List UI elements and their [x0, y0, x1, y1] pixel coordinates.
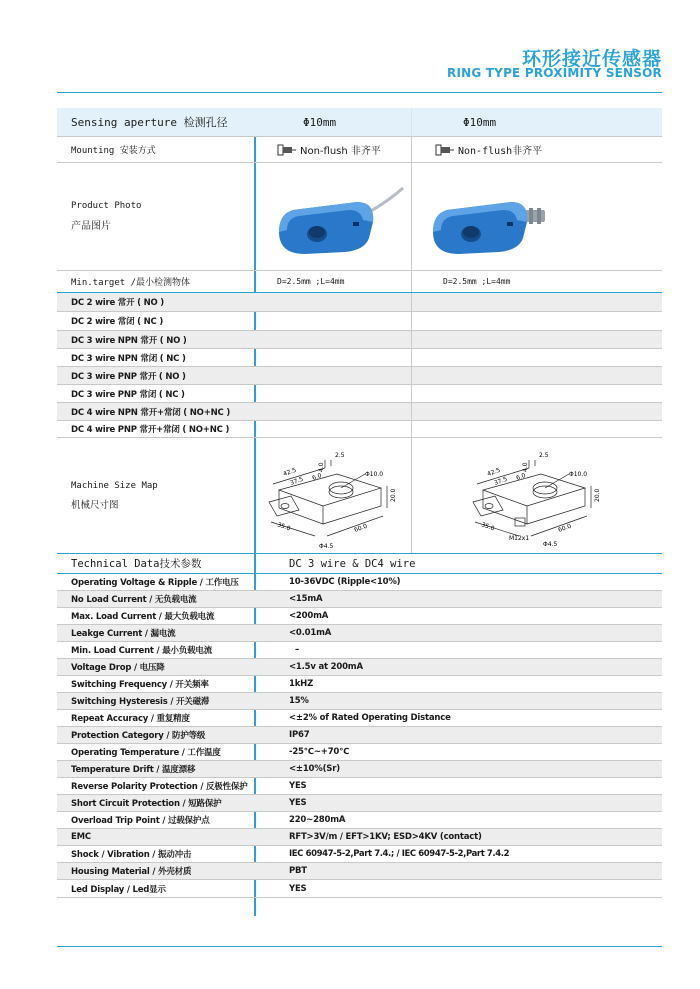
- wiring-row: [57, 349, 662, 367]
- spec-label: Repeat Accuracy / 重复精度: [71, 714, 190, 724]
- dim-length: 35.0: [480, 520, 496, 532]
- mounting-value-1: [255, 137, 412, 162]
- spec-value: <±2% of Rated Operating Distance: [289, 713, 451, 723]
- wiring-row: [57, 293, 662, 312]
- min-target-label: Min.target /最小检测物体: [71, 278, 191, 288]
- mounting-label: Mounting 安装方式: [71, 146, 156, 156]
- wiring-label: DC 3 wire PNP 常闭 ( NC ): [71, 389, 185, 400]
- product-photo-label-cn: 产品图片: [71, 221, 111, 232]
- size-map-label-en: Machine Size Map: [71, 480, 158, 491]
- spec-row: [57, 846, 662, 863]
- wiring-label: DC 4 wire PNP 常开+常闭 ( NO+NC ): [71, 425, 230, 435]
- dim-width: 60.0: [353, 522, 369, 534]
- dim-height: 20.0: [390, 488, 397, 502]
- wiring-label: DC 2 wire 常闭 ( NC ): [71, 317, 164, 327]
- wiring-label: DC 3 wire NPN 常开 ( NO ): [71, 335, 187, 346]
- sensing-aperture-value-1: Φ10mm: [303, 115, 337, 129]
- spec-label: Reverse Polarity Protection / 反极性保护: [71, 782, 248, 792]
- spec-row: [57, 710, 662, 727]
- dim-42-5: 42.5: [486, 466, 502, 478]
- spec-row: [57, 812, 662, 829]
- spec-label: Shock / Vibration / 振动冲击: [71, 850, 192, 860]
- spec-row: [57, 863, 662, 880]
- spec-label: Max. Load Current / 最大负载电流: [71, 612, 215, 622]
- spec-row: [57, 744, 662, 761]
- spec-row: [57, 676, 662, 693]
- spec-label: Voltage Drop / 电压降: [71, 663, 165, 673]
- size-drawing-2: [413, 438, 662, 553]
- spec-row: [57, 761, 662, 778]
- size-map-label: [71, 438, 254, 553]
- spec-label: Switching Frequency / 开关频率: [71, 680, 209, 690]
- size-map-label-cn: 机械尺寸图: [71, 499, 119, 511]
- spec-row: [57, 693, 662, 710]
- spec-value: RFT>3V/m / EFT>1KV; ESD>4KV (contact): [289, 832, 482, 842]
- wiring-row: [57, 367, 662, 385]
- wiring-row: [57, 403, 662, 421]
- dim-37-5: 37.5: [493, 475, 509, 487]
- product-photo-row: [57, 163, 662, 271]
- wiring-row: [57, 385, 662, 403]
- min-target-row: [57, 271, 662, 293]
- spec-row: [57, 574, 662, 591]
- spec-row: [57, 642, 662, 659]
- dim-2-5: 2.5: [539, 451, 549, 459]
- header-title-cn: 环形接近传感器: [521, 48, 662, 70]
- spec-row: [57, 608, 662, 625]
- wiring-label: DC 3 wire PNP 常开 ( NO ): [71, 371, 186, 382]
- mounting-value-1-text: Non-flush 非齐平: [300, 146, 381, 157]
- spec-label: Led Display / Led显示: [71, 884, 166, 895]
- spec-row: [57, 625, 662, 642]
- size-map-row: [57, 438, 662, 554]
- wiring-row: [57, 331, 662, 349]
- product-photo-2: [413, 163, 662, 270]
- spec-label: No Load Current / 无负载电流: [71, 595, 197, 605]
- spec-value: <200mA: [289, 611, 329, 621]
- spec-label: Switching Hysteresis / 开关磁滞: [71, 697, 210, 707]
- spec-value: <1.5v at 200mA: [289, 662, 363, 672]
- wiring-label: DC 3 wire NPN 常闭 ( NC ): [71, 353, 186, 364]
- spec-value: <0.01mA: [289, 628, 332, 638]
- sensor-photo-1: [265, 172, 405, 262]
- spec-row: [57, 795, 662, 812]
- non-flush-mount-icon: [277, 144, 297, 156]
- dim-4-0: 4.0: [318, 461, 325, 472]
- dim-height: 20.0: [594, 488, 601, 502]
- dim-thread: M12x1: [509, 534, 530, 542]
- spec-value: IP67: [289, 730, 310, 740]
- spec-value: YES: [289, 798, 307, 808]
- spec-row: [57, 727, 662, 744]
- spec-label: EMC: [71, 832, 91, 842]
- dim-screw: Φ4.5: [543, 540, 558, 548]
- spec-value: <±10%(Sr): [289, 764, 340, 774]
- dimension-drawing-2: [459, 440, 616, 552]
- mounting-row: [57, 137, 662, 163]
- footer-divider: [57, 946, 662, 947]
- wiring-row: [57, 421, 662, 438]
- non-flush-mount-icon: [435, 144, 455, 156]
- wiring-label: DC 4 wire NPN 常开+常闭 ( NO+NC ): [71, 407, 231, 418]
- sensing-aperture-value-2: Φ10mm: [463, 115, 497, 129]
- dim-screw: Φ4.5: [319, 542, 334, 550]
- header-divider: [57, 92, 662, 93]
- spec-value: <15mA: [289, 594, 323, 604]
- min-target-value-2: D=2.5mm ;L=4mm: [443, 277, 511, 286]
- product-photo-label-en: Product Photo: [71, 201, 142, 211]
- header-title-en: RING TYPE PROXIMITY SENSOR: [447, 66, 662, 80]
- spec-row: [57, 829, 662, 846]
- spec-value: 1kHZ: [289, 679, 314, 689]
- product-photo-1: [255, 163, 412, 270]
- spec-row: [57, 591, 662, 608]
- dim-2-5: 2.5: [335, 451, 345, 459]
- min-target-value-1: D=2.5mm ;L=4mm: [277, 277, 345, 286]
- dim-width: 60.0: [557, 522, 573, 534]
- technical-label: Technical Data技术参数: [71, 558, 202, 570]
- spec-label: Housing Material / 外壳材质: [71, 867, 192, 877]
- spec-label: Operating Voltage & Ripple / 工作电压: [71, 578, 239, 588]
- wiring-label: DC 2 wire 常开 ( NO ): [71, 298, 164, 308]
- spec-label: Operating Temperature / 工作温度: [71, 748, 221, 758]
- size-drawing-1: [255, 438, 412, 553]
- dimension-drawing-1: [255, 440, 412, 552]
- spec-row: [57, 659, 662, 676]
- spec-value: 220~280mA: [289, 815, 346, 825]
- sensing-aperture-label: Sensing aperture 检测孔径: [71, 116, 228, 129]
- spec-row: [57, 778, 662, 795]
- dim-hole: Φ10.0: [569, 470, 588, 478]
- mounting-value-2: [413, 137, 662, 162]
- wiring-row: [57, 312, 662, 331]
- dim-4-0: 4.0: [522, 461, 529, 472]
- dim-length: 35.0: [276, 520, 292, 532]
- sensing-aperture-row: [57, 108, 662, 137]
- spec-label: Min. Load Current / 最小负载电流: [71, 646, 213, 656]
- spec-value: –: [295, 645, 300, 655]
- spec-label: Short Circuit Protection / 短路保护: [71, 799, 222, 809]
- mounting-value-2-text: Non-flush非齐平: [458, 146, 543, 157]
- spec-value: YES: [289, 883, 307, 894]
- spec-label: Overload Trip Point / 过载保护点: [71, 816, 210, 826]
- spec-value: IEC 60947-5-2,Part 7.4.; / IEC 60947-5-2,Part 7.4.2: [289, 849, 510, 859]
- spec-label: Protection Category / 防护等级: [71, 731, 206, 741]
- spec-value: YES: [289, 781, 307, 791]
- spec-value: 15%: [289, 696, 309, 706]
- dim-37-5: 37.5: [289, 475, 305, 487]
- spec-value: -25℃~+70℃: [289, 747, 350, 757]
- technical-header-row: [57, 554, 662, 574]
- dim-6-0: 6.0: [515, 471, 527, 482]
- product-photo-label: [71, 163, 254, 270]
- dim-42-5: 42.5: [282, 466, 298, 478]
- spec-label: Leakge Current / 漏电流: [71, 629, 176, 639]
- dim-hole: Φ10.0: [365, 470, 384, 478]
- spec-value: 10-36VDC (Ripple<10%): [289, 577, 401, 587]
- spec-label: Temperature Drift / 温度漂移: [71, 765, 196, 775]
- spec-row: [57, 880, 662, 898]
- technical-value: DC 3 wire & DC4 wire: [289, 557, 416, 570]
- spec-value: PBT: [289, 866, 307, 876]
- dim-6-0: 6.0: [311, 471, 323, 482]
- sensor-photo-2: [419, 172, 559, 262]
